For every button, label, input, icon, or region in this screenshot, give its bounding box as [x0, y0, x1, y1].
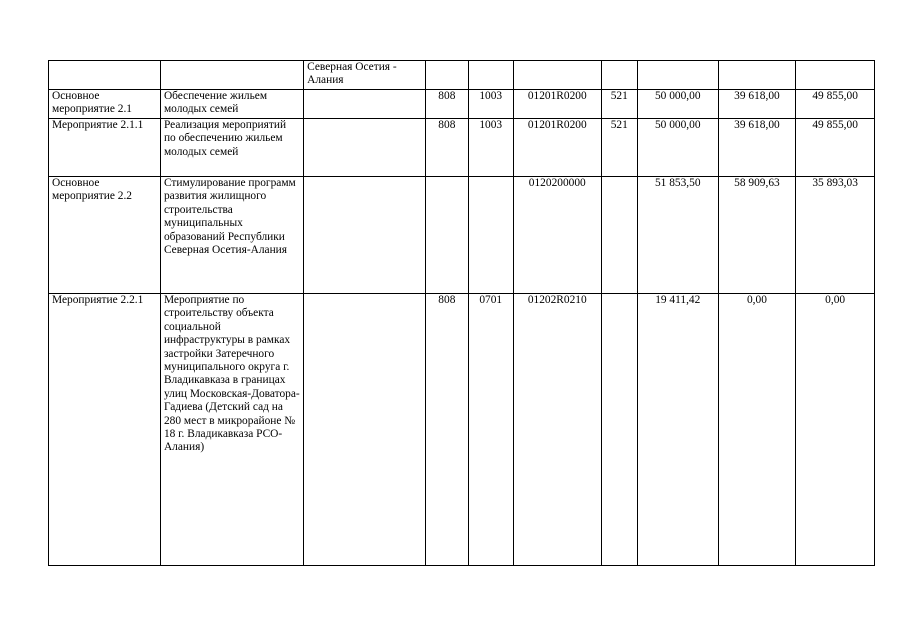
cell-vr: 521 — [601, 119, 637, 177]
cell-name — [160, 61, 303, 90]
cell-executor — [304, 90, 426, 119]
cell-label: Основное мероприятие 2.1 — [49, 90, 161, 119]
cell-csr: 0120200000 — [513, 177, 601, 294]
cell-year3: 35 893,03 — [796, 177, 875, 294]
cell-csr: 01201R0200 — [513, 90, 601, 119]
cell-year2: 39 618,00 — [718, 119, 796, 177]
cell-vr — [601, 177, 637, 294]
cell-executor — [304, 119, 426, 177]
cell-year3: 0,00 — [796, 294, 875, 566]
cell-grbs: 808 — [426, 119, 468, 177]
cell-label: Основное мероприятие 2.2 — [49, 177, 161, 294]
cell-grbs — [426, 177, 468, 294]
cell-grbs: 808 — [426, 90, 468, 119]
table-row — [49, 294, 875, 566]
cell-year3: 49 855,00 — [796, 90, 875, 119]
cell-year1: 50 000,00 — [637, 90, 718, 119]
cell-rzpr: 0701 — [468, 294, 513, 566]
cell-label — [49, 61, 161, 90]
cell-executor: Северная Осетия - Алания — [304, 61, 426, 90]
cell-csr: 01201R0200 — [513, 119, 601, 177]
table-row — [49, 119, 875, 177]
cell-rzpr — [468, 61, 513, 90]
cell-vr: 521 — [601, 90, 637, 119]
cell-csr — [513, 61, 601, 90]
cell-year2 — [718, 61, 796, 90]
cell-rzpr: 1003 — [468, 90, 513, 119]
cell-label: Мероприятие 2.2.1 — [49, 294, 161, 566]
cell-year2: 39 618,00 — [718, 90, 796, 119]
cell-vr — [601, 294, 637, 566]
cell-grbs: 808 — [426, 294, 468, 566]
cell-year1: 50 000,00 — [637, 119, 718, 177]
budget-table — [48, 60, 875, 566]
cell-executor — [304, 294, 426, 566]
table-row — [49, 177, 875, 294]
cell-name: Мероприятие по строительству объекта социальной инфраструктуры в рамках застройки Затеречного муниципального округа г. Владикавказа в границах улиц Московская-Доватора-Гадиева (Детский сад на 280 мест в микрорайоне № 18 г. Владикавказа РСО-Алания) — [160, 294, 303, 566]
cell-rzpr — [468, 177, 513, 294]
cell-year3: 49 855,00 — [796, 119, 875, 177]
cell-grbs — [426, 61, 468, 90]
cell-year1 — [637, 61, 718, 90]
table-row — [49, 90, 875, 119]
table-row — [49, 61, 875, 90]
cell-vr — [601, 61, 637, 90]
cell-name: Реализация мероприятий по обеспечению жильем молодых семей — [160, 119, 303, 177]
cell-year2: 0,00 — [718, 294, 796, 566]
cell-rzpr: 1003 — [468, 119, 513, 177]
cell-year2: 58 909,63 — [718, 177, 796, 294]
cell-year1: 19 411,42 — [637, 294, 718, 566]
cell-name: Стимулирование программ развития жилищного строительства муниципальных образований Республики Северная Осетия-Алания — [160, 177, 303, 294]
cell-name: Обеспечение жильем молодых семей — [160, 90, 303, 119]
cell-year1: 51 853,50 — [637, 177, 718, 294]
cell-year3 — [796, 61, 875, 90]
cell-executor — [304, 177, 426, 294]
cell-label: Мероприятие 2.1.1 — [49, 119, 161, 177]
cell-csr: 01202R0210 — [513, 294, 601, 566]
